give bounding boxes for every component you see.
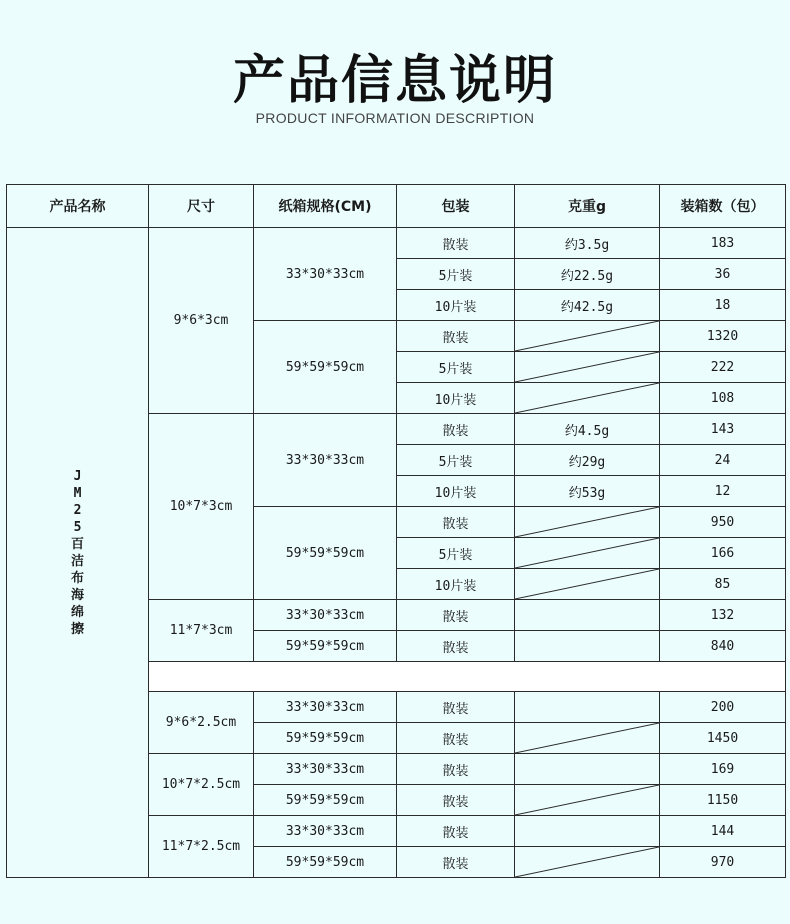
count-cell: 36 — [660, 259, 786, 290]
diagonal-line — [515, 723, 659, 753]
weight-cell-empty — [515, 754, 660, 785]
count-cell: 169 — [660, 754, 786, 785]
diagonal-line — [515, 321, 659, 351]
pack-cell: 散装 — [397, 847, 515, 878]
weight-cell: 约22.5g — [515, 259, 660, 290]
pack-cell: 10片装 — [397, 476, 515, 507]
weight-cell-empty — [515, 631, 660, 662]
carton-cell: 33*30*33cm — [254, 414, 397, 507]
product-name-char: M — [73, 485, 82, 501]
header-product-name: 产品名称 — [7, 185, 149, 228]
product-name-char: J — [73, 468, 82, 484]
carton-cell: 33*30*33cm — [254, 754, 397, 785]
count-cell: 12 — [660, 476, 786, 507]
count-cell: 200 — [660, 692, 786, 723]
pack-cell: 散装 — [397, 414, 515, 445]
count-cell: 144 — [660, 816, 786, 847]
carton-cell: 59*59*59cm — [254, 785, 397, 816]
weight-cell: 约3.5g — [515, 228, 660, 259]
count-cell: 1150 — [660, 785, 786, 816]
count-cell: 970 — [660, 847, 786, 878]
product-name-char: 布 — [70, 570, 84, 586]
carton-cell: 59*59*59cm — [254, 631, 397, 662]
count-cell: 1450 — [660, 723, 786, 754]
pack-cell: 5片装 — [397, 538, 515, 569]
pack-cell: 散装 — [397, 692, 515, 723]
pack-cell: 10片装 — [397, 290, 515, 321]
count-cell: 18 — [660, 290, 786, 321]
pack-cell: 散装 — [397, 723, 515, 754]
weight-cell: 约53g — [515, 476, 660, 507]
count-cell: 108 — [660, 383, 786, 414]
weight-cell-empty — [515, 569, 660, 600]
diagonal-line — [515, 538, 659, 568]
count-cell: 166 — [660, 538, 786, 569]
weight-cell-empty — [515, 785, 660, 816]
count-cell: 1320 — [660, 321, 786, 352]
pack-cell: 5片装 — [397, 259, 515, 290]
diagonal-line — [515, 847, 659, 877]
table-row — [7, 228, 786, 259]
carton-cell: 33*30*33cm — [254, 816, 397, 847]
carton-cell: 59*59*59cm — [254, 847, 397, 878]
page-subtitle: PRODUCT INFORMATION DESCRIPTION — [255, 110, 535, 126]
pack-cell: 散装 — [397, 600, 515, 631]
header-packaging: 包装 — [397, 185, 515, 228]
header-carton-count: 装箱数（包） — [660, 185, 786, 228]
pack-cell: 散装 — [397, 507, 515, 538]
size-cell: 9*6*2.5cm — [149, 692, 254, 754]
product-name-char: 百 — [70, 536, 84, 552]
pack-cell: 5片装 — [397, 352, 515, 383]
carton-cell: 33*30*33cm — [254, 600, 397, 631]
page-title: 产品信息说明 — [232, 51, 557, 111]
product-name-char: 2 — [73, 502, 82, 518]
size-cell: 10*7*3cm — [149, 414, 254, 600]
count-cell: 222 — [660, 352, 786, 383]
separator-cell — [149, 662, 786, 692]
count-cell: 24 — [660, 445, 786, 476]
weight-cell-empty — [515, 538, 660, 569]
size-cell: 11*7*3cm — [149, 600, 254, 662]
product-name-char: 5 — [73, 519, 82, 535]
product-name-char: 绵 — [70, 604, 84, 620]
pack-cell: 散装 — [397, 785, 515, 816]
size-cell: 9*6*3cm — [149, 228, 254, 414]
carton-cell: 33*30*33cm — [254, 692, 397, 723]
weight-cell-empty — [515, 600, 660, 631]
product-name-char: 擦 — [70, 621, 84, 637]
pack-cell: 散装 — [397, 321, 515, 352]
product-spec-table — [6, 184, 786, 878]
diagonal-line — [515, 383, 659, 413]
carton-cell: 59*59*59cm — [254, 507, 397, 600]
weight-cell: 约4.5g — [515, 414, 660, 445]
header-weight: 克重g — [515, 185, 660, 228]
pack-cell: 散装 — [397, 754, 515, 785]
count-cell: 143 — [660, 414, 786, 445]
pack-cell: 10片装 — [397, 569, 515, 600]
weight-cell-empty — [515, 692, 660, 723]
diagonal-line — [515, 569, 659, 599]
product-name-cell — [7, 228, 149, 878]
size-cell: 11*7*2.5cm — [149, 816, 254, 878]
count-cell: 183 — [660, 228, 786, 259]
table-header-row — [7, 185, 786, 228]
pack-cell: 散装 — [397, 816, 515, 847]
carton-cell: 59*59*59cm — [254, 321, 397, 414]
weight-cell-empty — [515, 847, 660, 878]
carton-cell: 33*30*33cm — [254, 228, 397, 321]
header-size: 尺寸 — [149, 185, 254, 228]
weight-cell: 约29g — [515, 445, 660, 476]
pack-cell: 10片装 — [397, 383, 515, 414]
count-cell: 132 — [660, 600, 786, 631]
count-cell: 950 — [660, 507, 786, 538]
pack-cell: 散装 — [397, 228, 515, 259]
weight-cell-empty — [515, 383, 660, 414]
diagonal-line — [515, 785, 659, 815]
count-cell: 85 — [660, 569, 786, 600]
carton-cell: 59*59*59cm — [254, 723, 397, 754]
diagonal-line — [515, 507, 659, 537]
product-name-char: 海 — [70, 587, 84, 603]
header-carton-spec: 纸箱规格(CM) — [254, 185, 397, 228]
product-name-char: 洁 — [70, 553, 84, 569]
count-cell: 840 — [660, 631, 786, 662]
weight-cell: 约42.5g — [515, 290, 660, 321]
diagonal-line — [515, 352, 659, 382]
weight-cell-empty — [515, 321, 660, 352]
weight-cell-empty — [515, 352, 660, 383]
pack-cell: 5片装 — [397, 445, 515, 476]
size-cell: 10*7*2.5cm — [149, 754, 254, 816]
weight-cell-empty — [515, 507, 660, 538]
weight-cell-empty — [515, 723, 660, 754]
weight-cell-empty — [515, 816, 660, 847]
pack-cell: 散装 — [397, 631, 515, 662]
